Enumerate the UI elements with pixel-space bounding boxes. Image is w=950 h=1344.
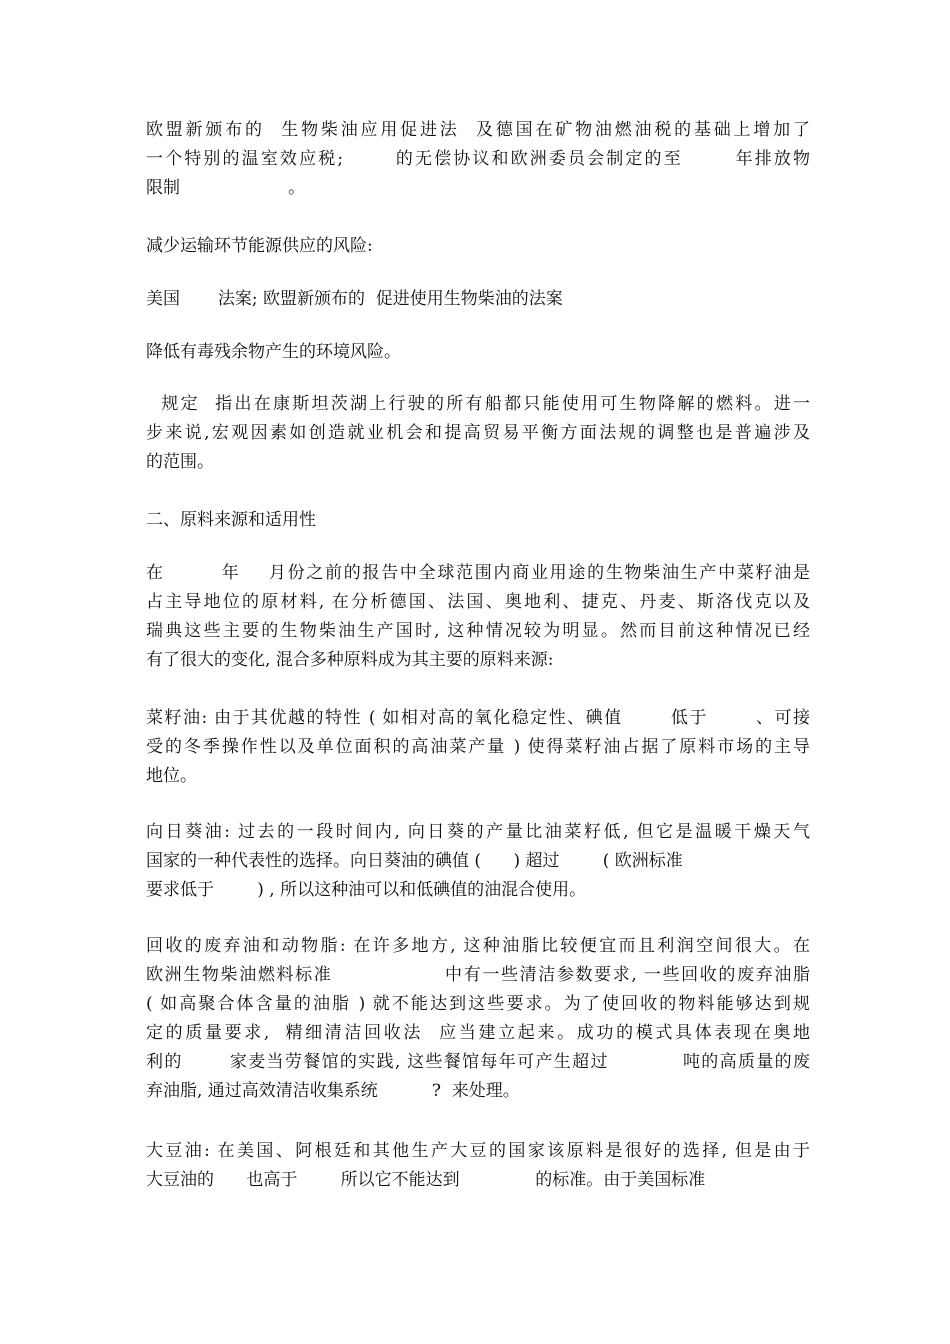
paragraph-line: 欧洲生物柴油燃料标准 中有一些清洁参数要求, 一些回收的废弃油脂 — [146, 965, 810, 985]
paragraph-line: 向日葵油: 过去的一段时间内, 向日葵的产量比油菜籽低, 但它是温暖干燥天气 — [146, 822, 810, 842]
paragraph-eu-biodiesel-policy — [146, 116, 810, 203]
paragraph-line: 限制 。 — [146, 178, 306, 198]
paragraph-lake-constance-rule — [146, 390, 810, 477]
paragraph-line: 规定 指出在康斯坦茨湖上行驶的所有船都只能使用可生物降解的燃料。进一 — [146, 394, 810, 414]
paragraph-line: 菜籽油: 由于其优越的特性 ( 如相对高的氧化稳定性、碘值 低于 、可接 — [146, 708, 810, 728]
paragraph-line: 瑞典这些主要的生物柴油生产国时, 这种情况较为明显。然而目前这种情况已经 — [146, 621, 810, 641]
paragraph-line: 降低有毒残余物产生的环境风险。 — [146, 342, 401, 362]
paragraph-line: 步来说,宏观因素如创造就业机会和提高贸易平衡方面法规的调整也是普遍涉及 — [146, 423, 810, 443]
paragraph-line: 美国 法案; 欧盟新颁布的 促进使用生物柴油的法案 — [146, 289, 563, 309]
paragraph-waste-oil-animal-fat — [146, 932, 810, 1106]
paragraph-line: 定的质量要求, 精细清洁回收法 应当建立起来。成功的模式具体表现在奥地 — [146, 1023, 810, 1043]
paragraph-line: 回收的废弃油和动物脂: 在许多地方, 这种油脂比较便宜而且利润空间很大。在 — [146, 936, 810, 956]
paragraph-line: 弃油脂, 通过高效清洁收集系统 ? 来处理。 — [146, 1081, 520, 1101]
paragraph-line: 的范围。 — [146, 452, 214, 472]
paragraph-line: 大豆油的 也高于 所以它不能达到 的标准。由于美国标准 — [146, 1170, 706, 1190]
paragraph-line: 二、原料来源和适用性 — [146, 510, 316, 530]
paragraph-line: 利的 家麦当劳餐馆的实践, 这些餐馆每年可产生超过 吨的高质量的废 — [146, 1052, 810, 1072]
paragraph-heading-transport-risk — [146, 232, 810, 261]
paragraph-line: 国家的一种代表性的选择。向日葵油的碘值 ( ) 超过 ( 欧洲标准 — [146, 851, 683, 871]
paragraph-line: 在 年 月份之前的报告中全球范围内商业用途的生物柴油生产中菜籽油是 — [146, 563, 810, 583]
paragraph-line: 占主导地位的原材料, 在分析德国、法国、奥地利、捷克、丹麦、斯洛伐克以及 — [146, 592, 810, 612]
paragraph-line: 受的冬季操作性以及单位面积的高油菜产量 ) 使得菜籽油占据了原料市场的主导 — [146, 737, 810, 757]
paragraph-soybean-oil — [146, 1137, 810, 1195]
paragraph-line: 大豆油: 在美国、阿根廷和其他生产大豆的国家该原料是很好的选择, 但是由于 — [146, 1141, 810, 1161]
paragraph-heading-environmental-risk — [146, 338, 810, 367]
paragraph-line: 有了很大的变化, 混合多种原料成为其主要的原料来源: — [146, 650, 554, 670]
paragraph-line: 欧盟新颁布的 生物柴油应用促进法 及德国在矿物油燃油税的基础上增加了 — [146, 120, 810, 140]
paragraph-line: ( 如高聚合体含量的油脂 ) 就不能达到这些要求。为了使回收的物料能够达到规 — [146, 994, 810, 1014]
paragraph-line: 地位。 — [146, 766, 197, 786]
paragraph-us-eu-acts — [146, 285, 810, 314]
paragraph-sunflower-oil — [146, 818, 810, 905]
paragraph-line: 减少运输环节能源供应的风险: — [146, 236, 373, 256]
paragraph-rapeseed-oil — [146, 704, 810, 791]
paragraph-rapeseed-dominance — [146, 559, 810, 675]
section-heading-feedstock — [146, 506, 810, 535]
paragraph-line: 要求低于 ) , 所以这种油可以和低碘值的油混合使用。 — [146, 880, 587, 900]
paragraph-line: 一个特别的温室效应税; 的无偿协议和欧洲委员会制定的至 年排放物 — [146, 149, 810, 169]
